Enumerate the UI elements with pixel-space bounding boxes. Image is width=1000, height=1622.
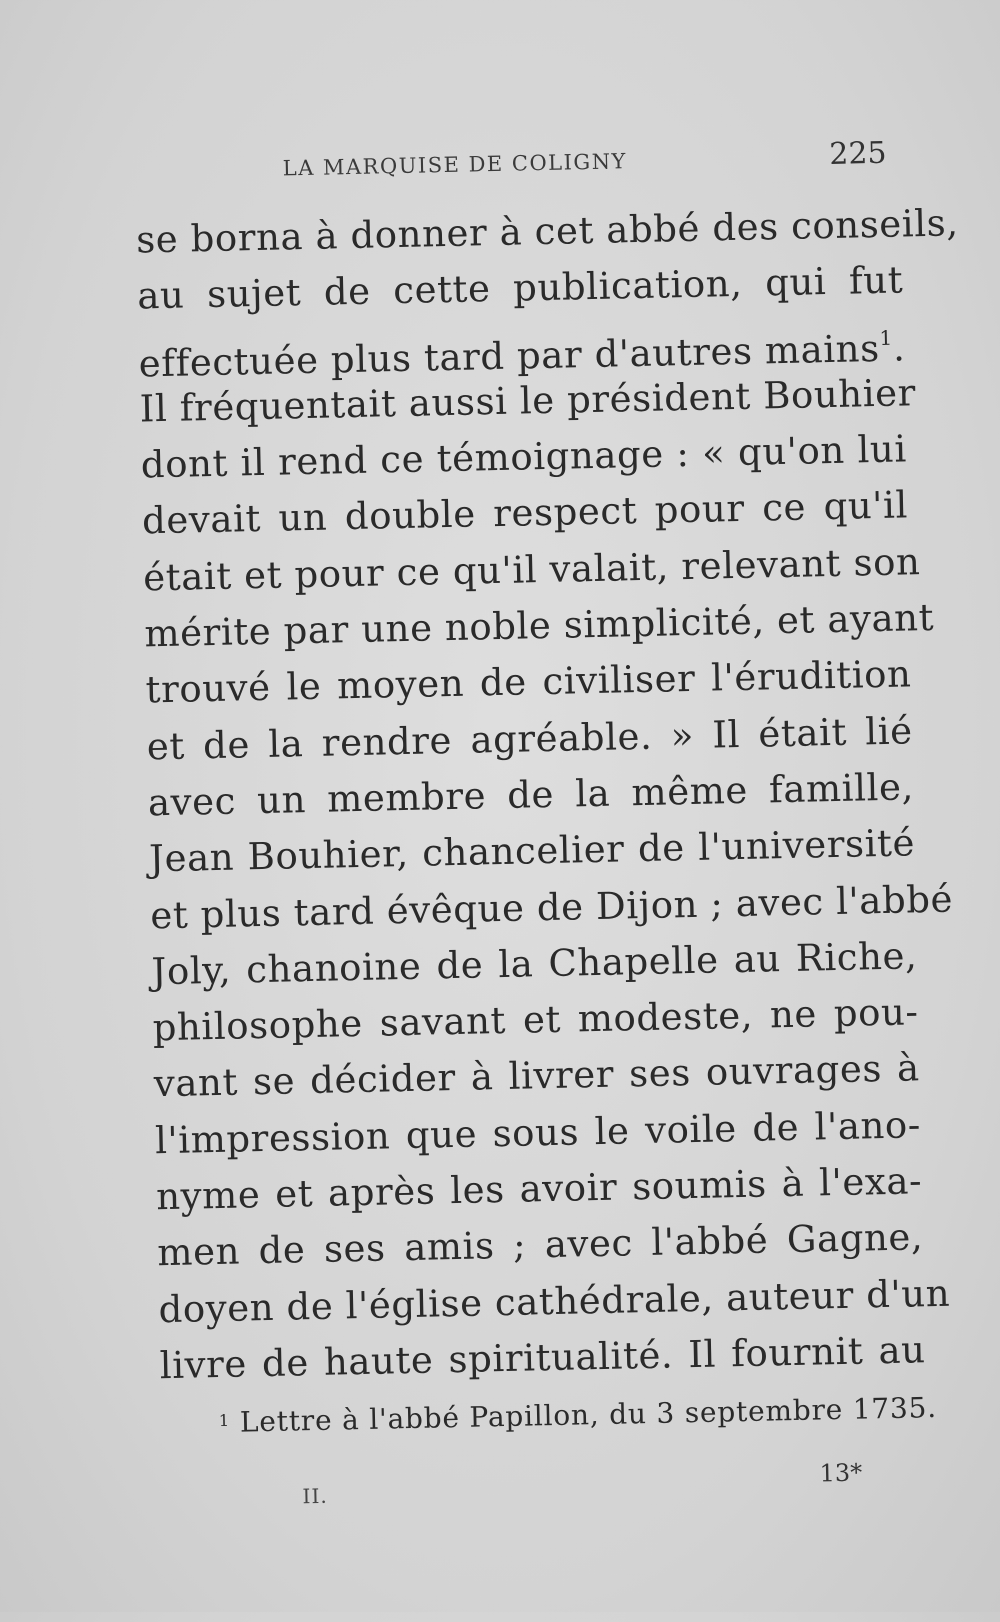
text-line: livre de haute spiritualité. Il fournit au [159, 1328, 927, 1388]
running-title: LA MARQUISE DE COLIGNY [282, 149, 628, 181]
text-line: men de ses amis ; avec l'abbé Gagne, [156, 1215, 924, 1275]
text-line-end: . [892, 326, 906, 370]
text-line: se borna à donner à cet abbé des conseils, [135, 201, 960, 262]
text-line: et plus tard évêque de Dijon ; avec l'abbé [149, 877, 954, 937]
text-line: mérite par une noble simplicité, et ayant [143, 595, 935, 656]
text-line: doyen de l'église cathédrale, auteur d'un [158, 1271, 951, 1331]
text-line: avec un membre de la même famille, [147, 765, 915, 825]
text-line: nyme et après les avoir soumis à l'exa- [155, 1159, 923, 1219]
text-line: Il fréquentait aussi le président Bouhier [139, 371, 917, 431]
text-line: et de la rendre agréable. » Il était lié [146, 709, 914, 769]
text-line: au sujet de cette publication, qui fut [136, 258, 904, 318]
text-line: Jean Bouhier, chancelier de l'université [148, 821, 916, 881]
text-line: philosophe savant et modeste, ne pou- [152, 990, 919, 1050]
page-header [282, 135, 893, 197]
footnote-reference: 1 [879, 325, 894, 350]
text-line-content: effectuée plus tard par d'autres mains [138, 326, 881, 386]
page-number: 225 [828, 135, 887, 172]
volume-mark: II. [302, 1483, 328, 1509]
text-line: devait un double respect pour ce qu'il [141, 483, 909, 543]
sheet-signature: 13* [819, 1458, 863, 1488]
printer-signature [302, 1459, 863, 1511]
text-line: vant se décider à livrer ses ouvrages à [153, 1046, 921, 1106]
footnote-mark: 1 [218, 1410, 231, 1431]
text-line: trouvé le moyen de civiliser l'érudition [145, 652, 912, 712]
text-line: dont il rend ce témoignage : « qu'on lui [140, 427, 908, 487]
footnote-text: Lettre à l'abbé Papillon, du 3 septembre 1735. [239, 1390, 938, 1439]
text-line: Joly, chanoine de la Chapelle au Riche, [151, 934, 918, 994]
text-line: était et pour ce qu'il valait, relevant son [142, 539, 921, 600]
body-text [135, 196, 960, 1394]
text-line: l'impression que sous le voile de l'ano- [154, 1103, 922, 1163]
footnote [219, 1391, 936, 1439]
